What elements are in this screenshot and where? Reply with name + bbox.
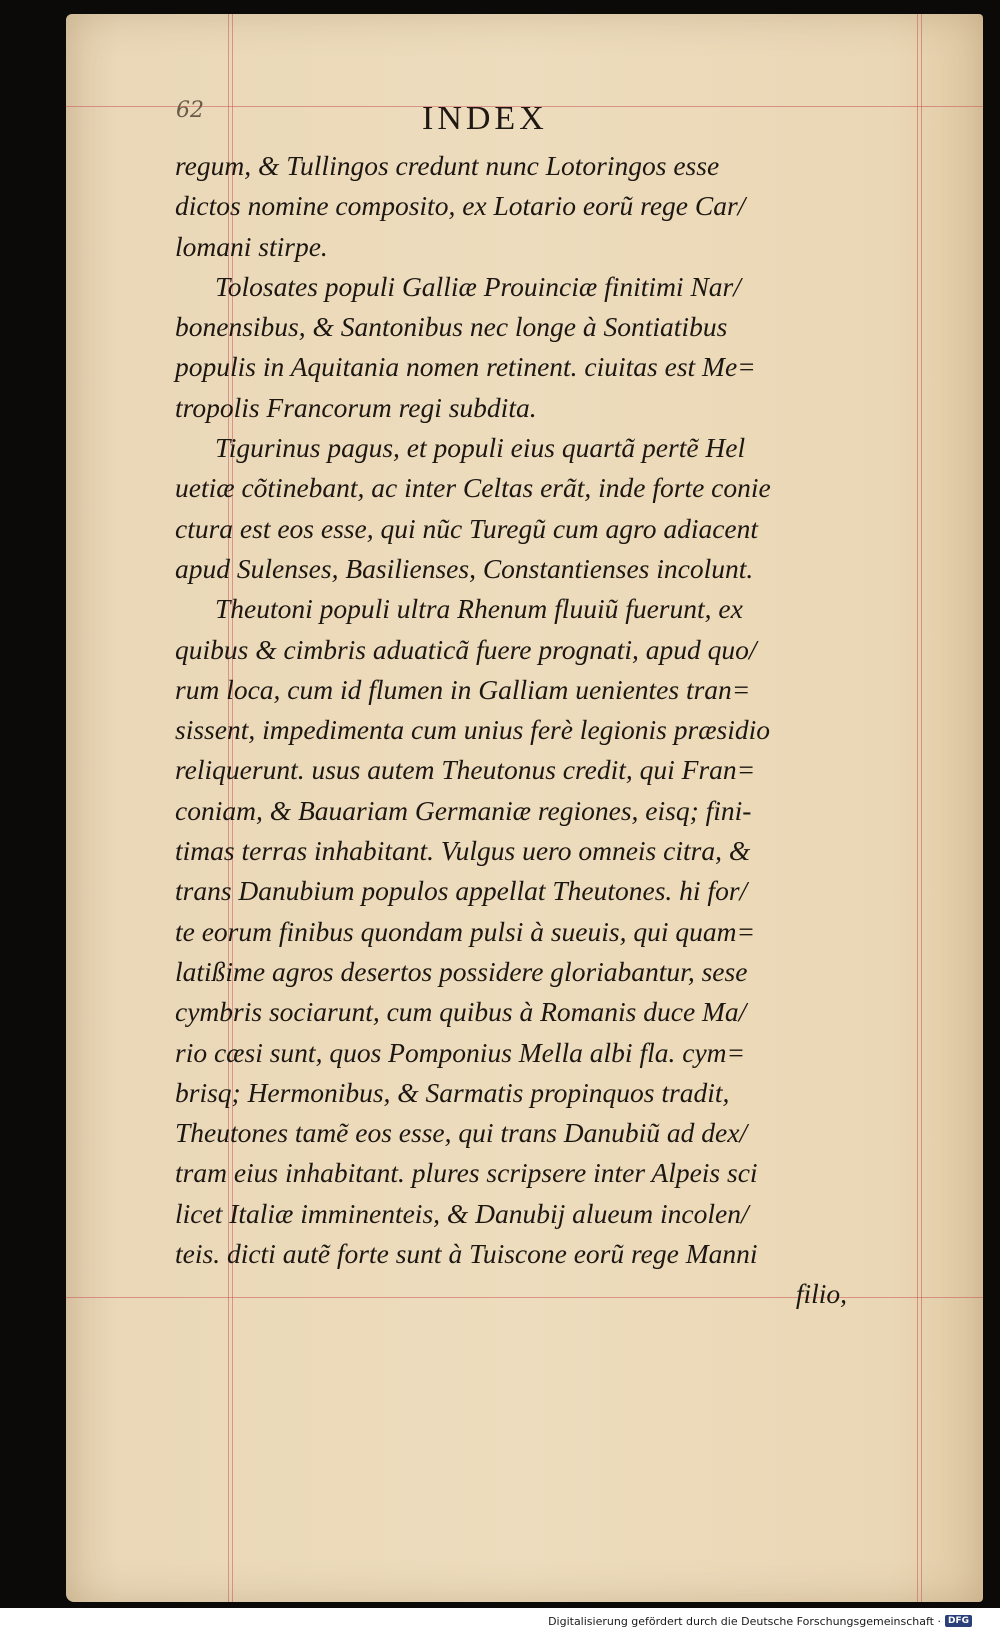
page-number: 62	[176, 98, 204, 123]
text-line: coniam, & Bauariam Germaniæ regiones, eisq; fini-	[175, 794, 752, 826]
text-line: apud Sulenses, Basilienses, Constantienses incolunt.	[175, 552, 754, 584]
text-line: filio,	[795, 1278, 847, 1310]
text-line: cymbris sociarunt, cum quibus à Romanis duce Ma/	[175, 996, 747, 1028]
text-line: Tolosates populi Galliæ Prouinciæ finitimi Nar/	[215, 270, 741, 302]
dfg-logo: DFG	[945, 1615, 972, 1627]
text-line: uetiæ cõtinebant, ac inter Celtas erãt, inde forte conie	[175, 472, 771, 504]
body-text	[175, 146, 851, 1315]
text-line: sissent, impedimenta cum unius ferè legionis præsidio	[175, 714, 771, 746]
text-line: tropolis Francorum regi subdita.	[175, 391, 537, 423]
margin-rule-right-inner	[917, 14, 918, 1602]
text-line: ctura est eos esse, qui nũc Turegũ cum agro adiacent	[175, 512, 759, 544]
text-line: dictos nomine composito, ex Lotario eorũ rege Car/	[175, 190, 746, 222]
text-line: latißime agros desertos possidere gloriabantur, sese	[175, 955, 748, 987]
text-line: quibus & cimbris aduaticã fuere prognati, apud quo/	[175, 633, 757, 665]
text-line: rum loca, cum id flumen in Galliam uenientes tran=	[175, 673, 751, 705]
text-line: regum, & Tullingos credunt nunc Lotoringos esse	[175, 150, 720, 181]
text-line: Tigurinus pagus, et populi eius quartã pertẽ Hel	[215, 432, 746, 464]
text-line: populis in Aquitania nomen retinent. ciuitas est Me=	[175, 351, 756, 383]
digitization-stamp	[548, 1614, 972, 1628]
text-line: te eorum finibus quondam pulsi à sueuis, qui quam=	[175, 915, 756, 947]
text-line: teis. dicti autẽ forte sunt à Tuiscone eorũ rege Manni	[175, 1238, 758, 1270]
text-line: rio cæsi sunt, quos Pomponius Mella albi fla. cym=	[175, 1036, 746, 1068]
margin-rule-right-outer	[921, 14, 922, 1602]
text-line: lomani stirpe.	[175, 230, 328, 262]
text-line: brisq; Hermonibus, & Sarmatis propinquos tradit,	[175, 1076, 730, 1108]
text-line: licet Italiæ imminenteis, & Danubij alueum incolen/	[175, 1197, 749, 1229]
text-line: reliquerunt. usus autem Theutonus credit, qui Fran=	[175, 754, 756, 786]
digitization-note: Digitalisierung gefördert durch die Deutsche Forschungsgemeinschaft ·	[548, 1614, 941, 1628]
text-line: timas terras inhabitant. Vulgus uero omneis citra, &	[175, 835, 751, 867]
text-line: trans Danubium populos appellat Theutones. hi for/	[175, 875, 748, 907]
text-line: tram eius inhabitant. plures scripsere inter Alpeis sci	[175, 1157, 758, 1189]
text-line: Theutoni populi ultra Rhenum fluuiũ fuerunt, ex	[215, 593, 743, 625]
text-line: Theutones tamẽ eos esse, qui trans Danubiũ ad dex/	[175, 1117, 748, 1149]
running-title: INDEX	[422, 100, 548, 137]
text-line: bonensibus, & Santonibus nec longe à Sontiatibus	[175, 311, 728, 343]
